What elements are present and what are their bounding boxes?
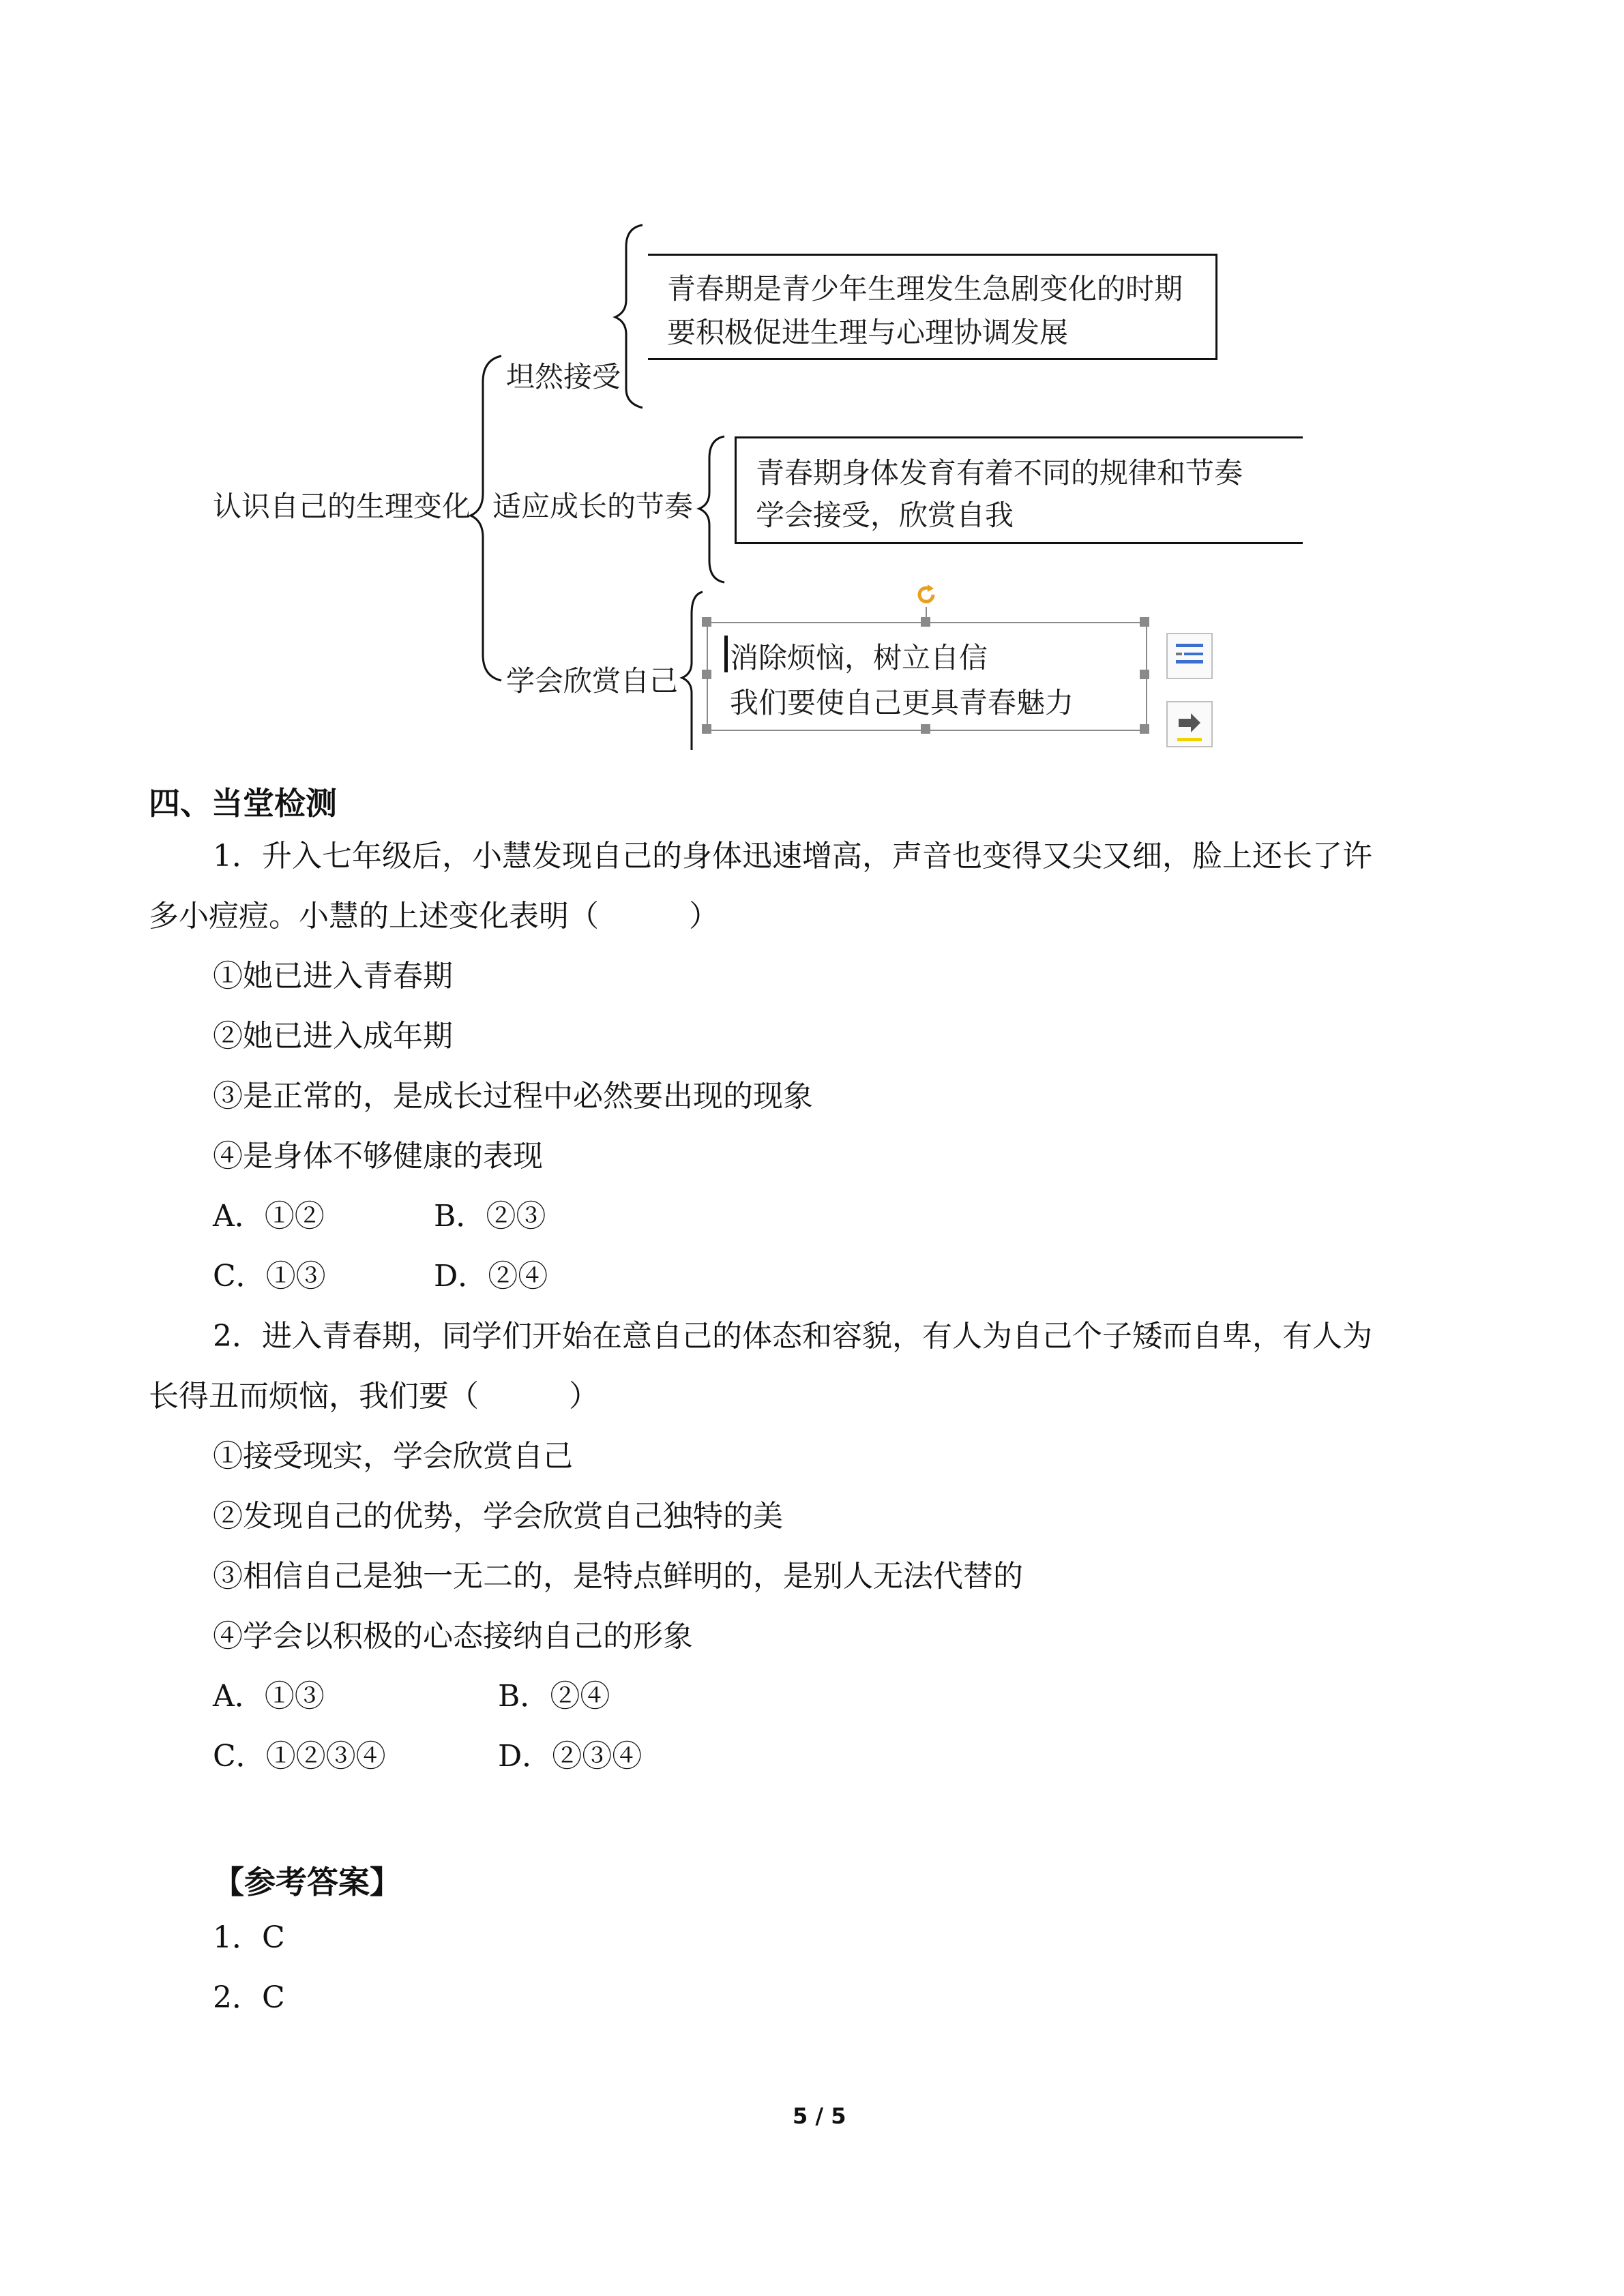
rotate-handle-stem <box>926 607 927 619</box>
mind-map-box-2 <box>735 436 1303 544</box>
resize-handle-top-left[interactable] <box>702 617 711 627</box>
question-1-option-4: ④是身体不够健康的表现 <box>213 1139 543 1174</box>
mind-map-box-2-line-1: 青春期身体发育有着不同的规律和节奏 <box>756 456 1243 490</box>
mind-map-root: 认识自己的生理变化 <box>213 490 471 523</box>
answer-2: 2．C <box>213 1980 285 2015</box>
question-1-stem-line-2: 多小痘痘。小慧的上述变化表明（ ） <box>149 899 719 934</box>
resize-handle-middle-right[interactable] <box>1140 670 1149 679</box>
mind-map-branch-1-label: 坦然接受 <box>506 360 621 393</box>
mind-map-box-1-line-1: 青春期是青少年生理发生急剧变化的时期 <box>667 272 1183 305</box>
question-1-option-3: ③是正常的，是成长过程中必然要出现的现象 <box>213 1079 813 1114</box>
question-2-stem-line-2: 长得丑而烦恼，我们要（ ） <box>149 1379 599 1414</box>
resize-handle-bottom-right[interactable] <box>1140 724 1149 734</box>
question-1-choice-b: B．②③ <box>434 1199 546 1234</box>
rotate-handle-icon[interactable] <box>913 581 940 608</box>
text-cursor <box>724 636 728 672</box>
question-2-stem-line-1: 2．进入青春期，同学们开始在意自己的体态和容貌，有人为自己个子矮而自卑，有人为 <box>213 1319 1372 1354</box>
question-2-choice-a: A．①③ <box>213 1679 325 1714</box>
question-1-choice-c: C．①③ <box>213 1259 326 1294</box>
resize-handle-top-right[interactable] <box>1140 617 1149 627</box>
question-2-option-2: ②发现自己的优势，学会欣赏自己独特的美 <box>213 1499 783 1534</box>
question-2-choice-d: D．②③④ <box>498 1739 643 1774</box>
resize-handle-bottom-middle[interactable] <box>921 724 930 734</box>
mind-map-branch-3-label: 学会欣赏自己 <box>506 664 679 698</box>
section-title: 四、当堂检测 <box>149 785 337 822</box>
question-1-option-2: ②她已进入成年期 <box>213 1019 453 1054</box>
resize-handle-middle-left[interactable] <box>702 670 711 679</box>
mind-map-branch-2-label: 适应成长的节奏 <box>492 490 694 523</box>
resize-handle-bottom-left[interactable] <box>702 724 711 734</box>
page-number: 5 / 5 <box>793 2103 846 2129</box>
answer-1: 1．C <box>213 1920 285 1955</box>
mind-map-box-1 <box>648 254 1217 360</box>
question-2-choice-c: C．①②③④ <box>213 1739 386 1774</box>
question-1-stem-line-1: 1．升入七年级后，小慧发现自己的身体迅速增高，声音也变得又尖又细，脸上还长了许 <box>213 839 1372 874</box>
question-2-option-1: ①接受现实，学会欣赏自己 <box>213 1439 573 1474</box>
mind-map-box-3-line-2: 我们要使自己更具青春魅力 <box>730 686 1074 719</box>
mind-map-box-2-line-2: 学会接受，欣赏自我 <box>756 498 1014 532</box>
anchor-icon[interactable] <box>1166 701 1213 747</box>
question-1-option-1: ①她已进入青春期 <box>213 959 453 994</box>
question-2-choice-b: B．②④ <box>498 1679 610 1714</box>
question-2-option-4: ④学会以积极的心态接纳自己的形象 <box>213 1619 693 1654</box>
question-1-choice-a: A．①② <box>213 1199 325 1234</box>
mind-map-box-1-line-2: 要积极促进生理与心理协调发展 <box>667 316 1069 349</box>
question-1-choice-d: D．②④ <box>434 1259 548 1294</box>
mind-map-box-3[interactable] <box>707 622 1147 731</box>
answer-heading: 【参考答案】 <box>213 1864 401 1900</box>
mind-map-box-3-line-1: 消除烦恼，树立自信 <box>730 641 988 674</box>
question-2-option-3: ③相信自己是独一无二的，是特点鲜明的，是别人无法代替的 <box>213 1559 1023 1594</box>
layout-options-icon[interactable] <box>1166 633 1213 679</box>
